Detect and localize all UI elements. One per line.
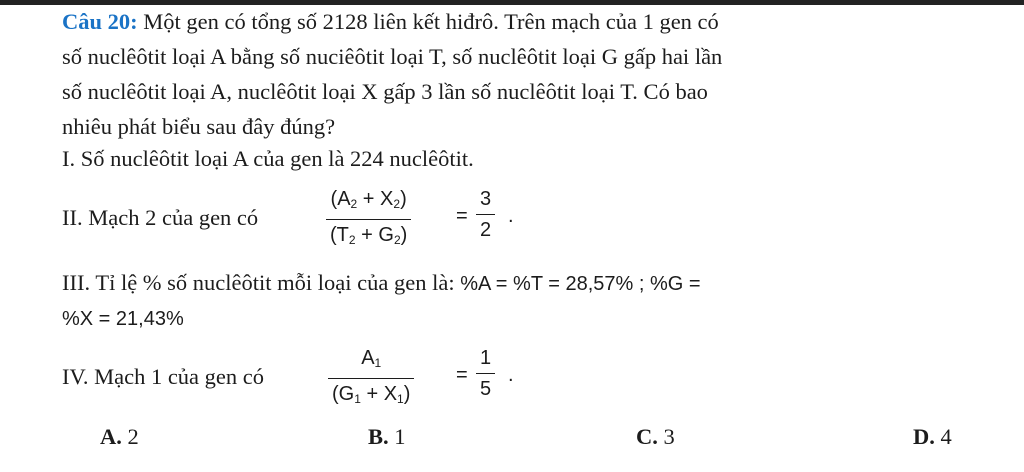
statement-4-fraction (328, 345, 414, 412)
fraction-denominator: $(T_2 + G_2)$ (330, 224, 408, 247)
statement-1: I. Số nuclêôtit loại A của gen là 224 nuclêôtit. (62, 146, 474, 171)
statement-2-rhs-fraction: 3 2 (476, 186, 495, 243)
answer-option-b[interactable]: B. 1 (368, 424, 406, 449)
fraction-denominator: $(G_1 + X_1)$ (332, 383, 411, 406)
answer-option-a[interactable]: A. 2 (100, 424, 139, 449)
question-stem-1: Một gen có tổng số 2128 liên kết hiđrô. Trên mạch của 1 gen có (137, 9, 719, 34)
statement-2-prefix: II. Mạch 2 của gen có (62, 205, 259, 230)
statement-4-prefix: IV. Mạch 1 của gen có (62, 364, 265, 389)
percent-a-t-g: %A = %T = 28,57% ; %G = (460, 273, 701, 295)
equals-sign: = (456, 205, 468, 227)
equals-sign: = (456, 364, 468, 386)
period: . (508, 205, 514, 227)
question-line-1 (62, 8, 719, 36)
answer-option-d[interactable]: D. 4 (913, 424, 952, 449)
statement-4-rhs-fraction: 1 5 (476, 345, 495, 402)
question-line-2: số nuclêôtit loại A bằng số nuciêôtit loại T, số nuclêôtit loại G gấp hai lần (62, 44, 723, 69)
period: . (508, 364, 514, 386)
question-label: Câu 20: (62, 9, 138, 34)
statement-3-line-2 (62, 304, 184, 333)
statement-2-fraction (326, 186, 411, 253)
answer-option-c[interactable]: C. 3 (636, 424, 675, 449)
question-line-4: nhiêu phát biểu sau đây đúng? (62, 114, 336, 139)
top-border (0, 0, 1024, 5)
fraction-numerator: $A_1$ (361, 347, 382, 370)
statement-3-line-1: III. Tỉ lệ % số nuclêôtit mỗi loại của gen là: %A = %T = 28,57% ; %G = (62, 270, 701, 295)
percent-x: %X = 21,43% (62, 308, 184, 330)
fraction-numerator: $(A_2 + X_2)$ (330, 188, 407, 211)
question-line-3: số nuclêôtit loại A, nuclêôtit loại X gấp 3 lần số nuclêôtit loại T. Có bao (62, 79, 708, 104)
